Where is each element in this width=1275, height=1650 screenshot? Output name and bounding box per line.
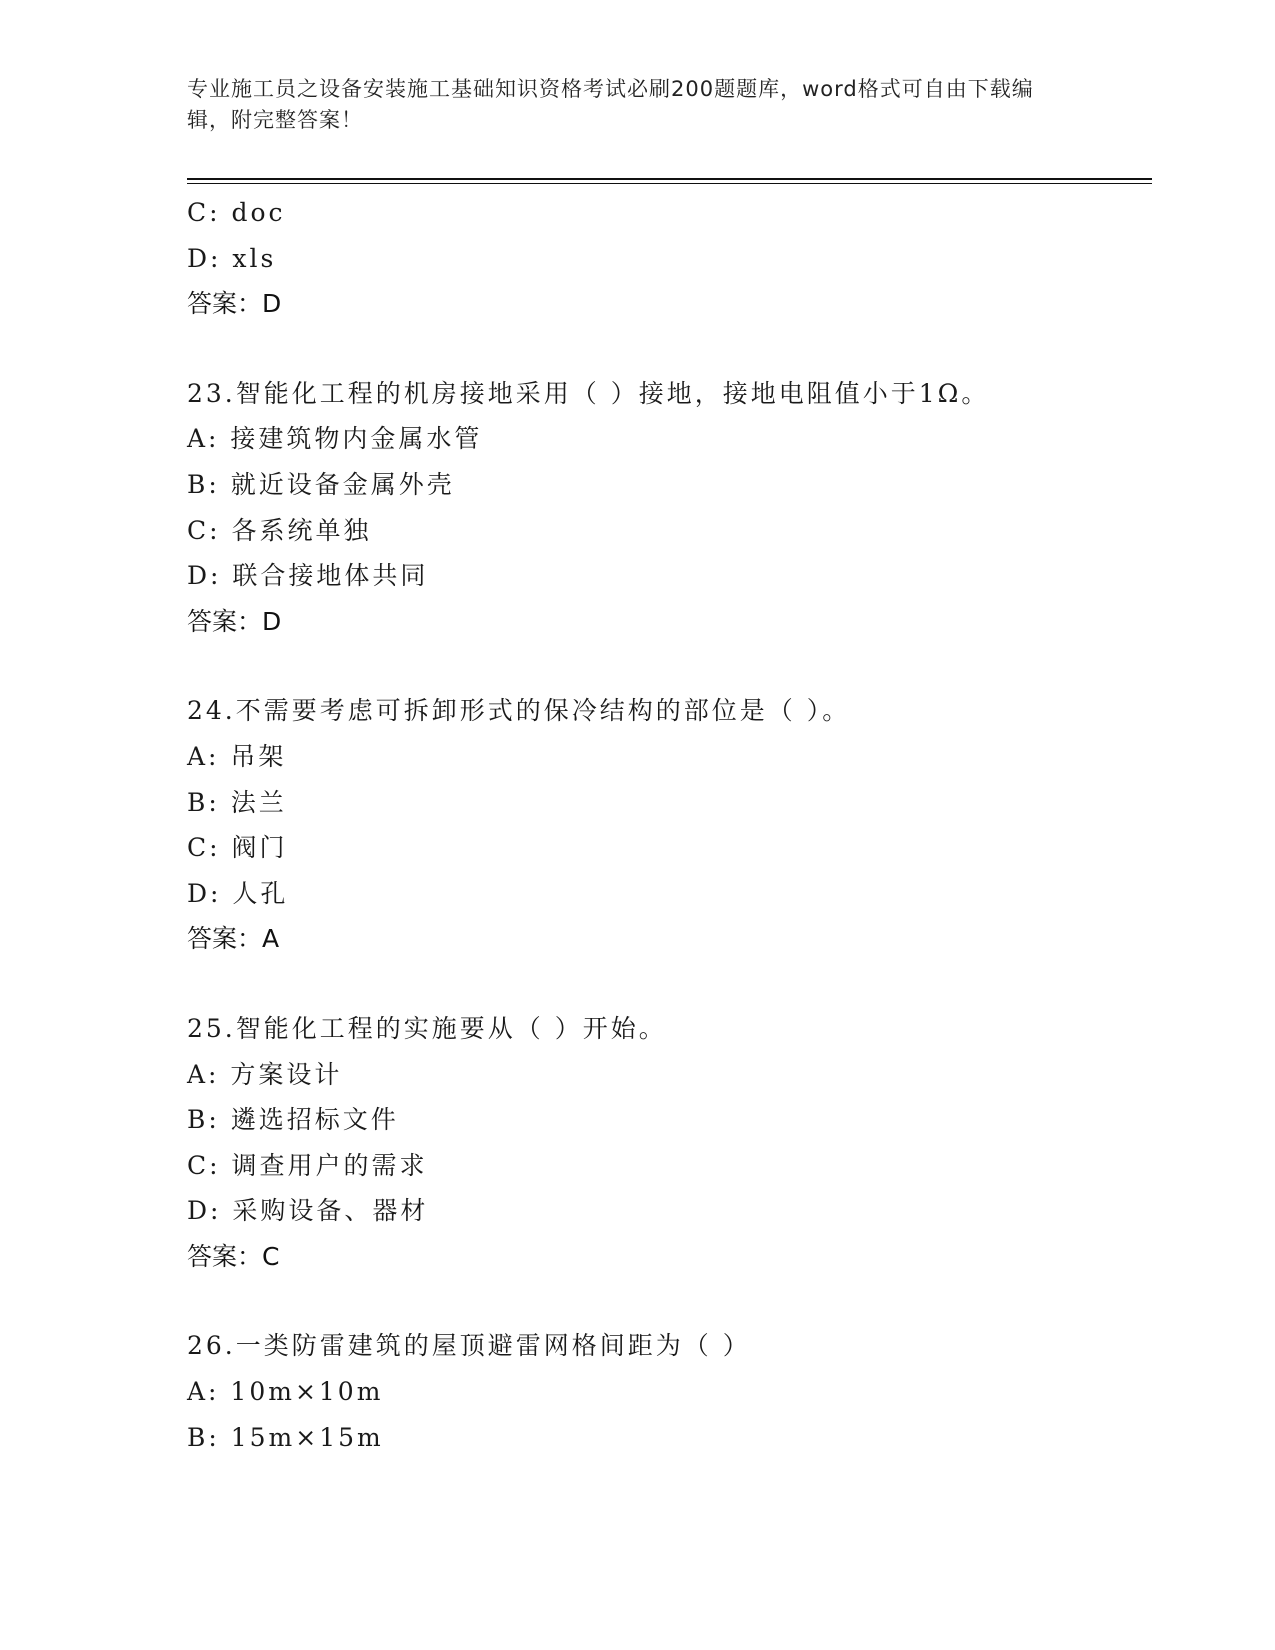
option-a: A: 10m×10m	[187, 1377, 384, 1407]
option-c: C: doc	[187, 198, 286, 227]
spacer	[187, 327, 1152, 371]
answer: 答案：D	[187, 606, 282, 636]
option-d: D: 联合接地体共同	[187, 561, 429, 591]
answer: 答案：A	[187, 924, 280, 954]
option-b: B: 遴选招标文件	[187, 1105, 399, 1135]
question-stem: 25.智能化工程的实施要从（ ）开始。	[187, 1013, 667, 1043]
header-title: 专业施工员之设备安装施工基础知识资格考试必刷200题题库，word格式可自由下载编辑，附完整答案！	[187, 77, 1034, 132]
option-d: D: 采购设备、器材	[187, 1196, 429, 1226]
option-a: A: 接建筑物内金属水管	[187, 424, 483, 454]
option-b: B: 15m×15m	[187, 1422, 384, 1452]
question-22-tail	[187, 190, 1152, 327]
spacer	[187, 644, 1152, 688]
question-stem: 24.不需要考虑可拆卸形式的保冷结构的部位是（ ）。	[187, 696, 851, 726]
header-rule-thick	[187, 178, 1152, 180]
question-25	[187, 1006, 1152, 1280]
option-c: C: 阀门	[187, 833, 288, 863]
option-b: B: 就近设备金属外壳	[187, 469, 455, 499]
option-a: A: 方案设计	[187, 1059, 343, 1089]
option-c: C: 调查用户的需求	[187, 1150, 428, 1180]
question-26	[187, 1323, 1152, 1460]
spacer	[187, 962, 1152, 1006]
answer: 答案：C	[187, 1241, 280, 1271]
document-header	[187, 74, 1067, 136]
option-a: A: 吊架	[187, 741, 287, 771]
question-list	[187, 190, 1152, 1460]
spacer	[187, 1279, 1152, 1323]
option-d: D: xls	[187, 243, 277, 273]
option-c: C: 各系统单独	[187, 515, 372, 545]
answer: 答案：D	[187, 289, 282, 319]
header-rule-thin	[187, 183, 1152, 184]
question-stem: 26.一类防雷建筑的屋顶避雷网格间距为（ ）	[187, 1331, 751, 1361]
question-stem: 23.智能化工程的机房接地采用（ ）接地，接地电阻值小于1Ω。	[187, 378, 990, 408]
option-d: D: 人孔	[187, 878, 289, 908]
question-23	[187, 371, 1152, 645]
option-b: B: 法兰	[187, 787, 287, 817]
question-24	[187, 688, 1152, 962]
